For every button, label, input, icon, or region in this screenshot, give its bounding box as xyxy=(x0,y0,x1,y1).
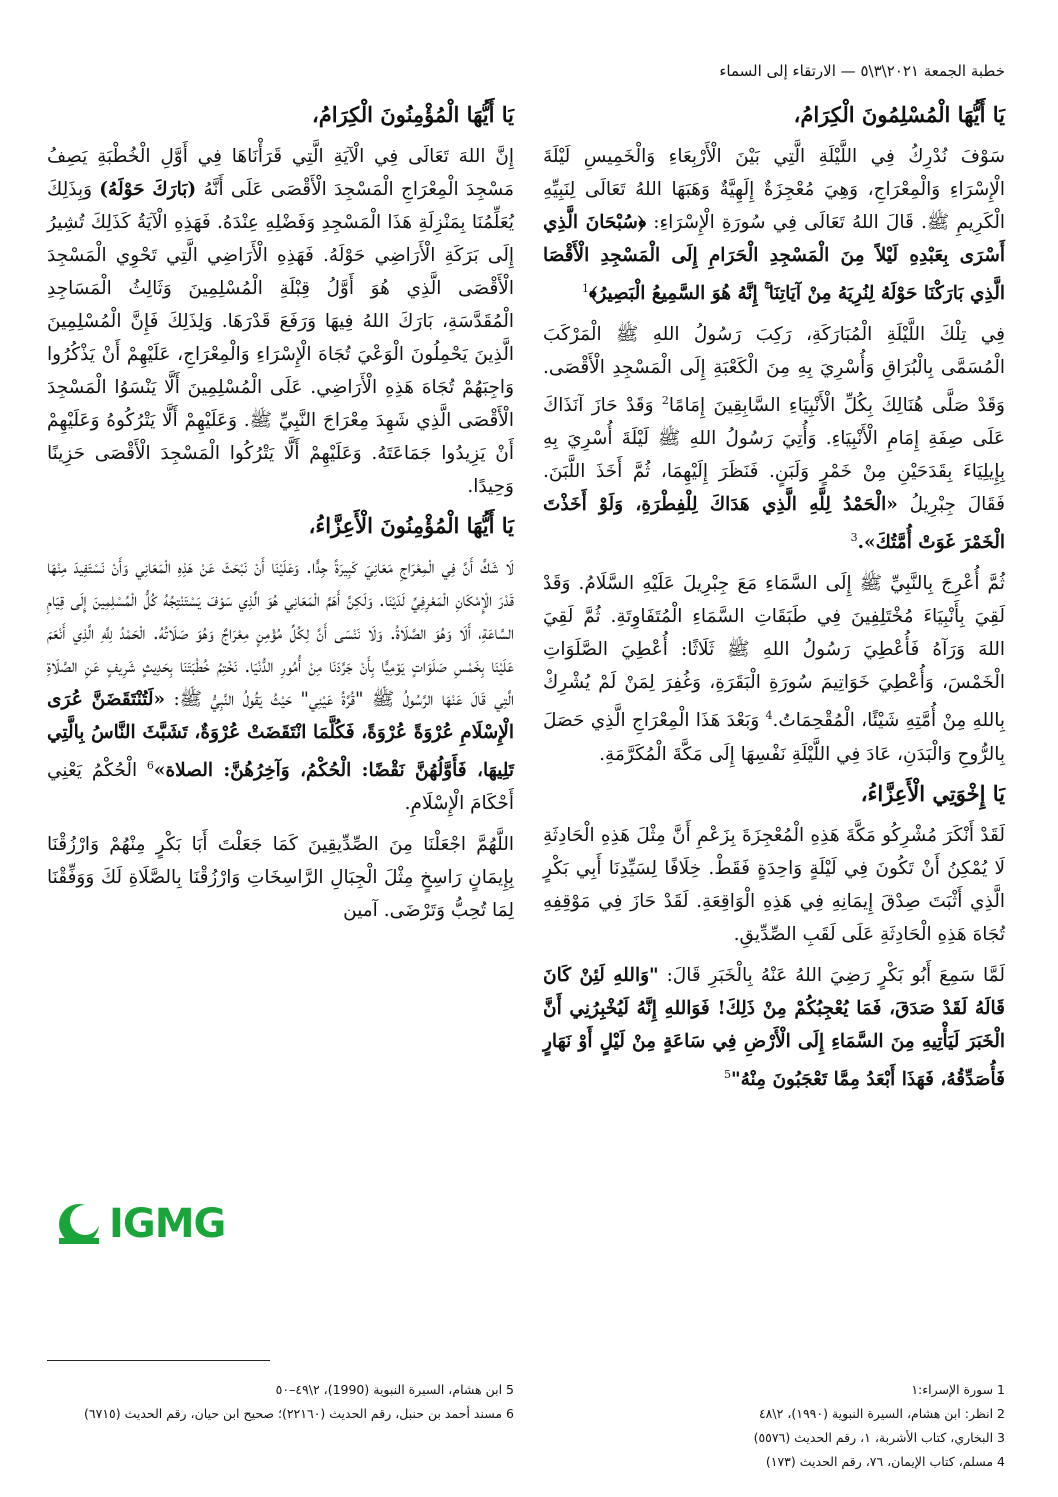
hadith-quote: «لَتُنْتَقَضَنَّ عُرَى الْإِسْلَامِ عُرْوَةً عُرْوَةً، فَكُلَّمَا انْتَقَضَتْ عُرْوَةٌ، تَشَبَّثَ النَّاسُ بِالَّتِي تَلِيهَا، فَأَوَّلُهُنَّ نَقْضًا: الْحُكْمُ، وَآخِرُهُنَّ: الصلاة» xyxy=(47,689,514,782)
footnotes-right xyxy=(543,1378,1005,1474)
hadith-quote: «الْحَمْدُ لِلَّهِ الَّذِي هَدَاكَ لِلْفِطْرَةِ، وَلَوْ أَخَذْتَ الْخَمْرَ غَوَتْ أُمَّتُكَ». xyxy=(543,494,1005,554)
footnotes-left xyxy=(47,1378,514,1426)
footnote-ref: 3 xyxy=(850,531,858,545)
footnote: 4 مسلم، كتاب الإيمان، ٧٦، رقم الحديث (١٧٣) xyxy=(765,1454,1005,1469)
footnote-ref: 5 xyxy=(723,1067,731,1081)
quote: "وَاللهِ لَئِنْ كَانَ قَالَهُ لَقَدْ صَدَقَ، فَمَا يُعْجِبُكُمْ مِنْ ذَلِكَ! فَوَاللهِ إِنَّهُ لَيُخْبِرُنِي أَنَّ الْخَبَرَ لَيَأْتِيهِ مِنَ السَّمَاءِ إِلَى الْأَرْضِ فِي سَاعَةٍ مِنْ لَيْلٍ أَوْ نَهَارٍ فَأُصَدِّقُهُ، فَهَذَا أَبْعَدُ مِمَّا تَعْجَبُونَ مِنْهُ" xyxy=(543,964,1005,1090)
footnote: 3 البخاري، كتاب الأشربة، ١، رقم الحديث (٥٥٧٦) xyxy=(753,1430,1005,1445)
paragraph: لَقَدْ أَنْكَرَ مُشْرِكُو مَكَّةَ هَذِهِ الْمُعْجِزَةَ بِزَعْمِ أَنَّ مِثْلَ هَذِهِ الْحَادِثَةِ لَا يُمْكِنُ أَنْ تَكُونَ فِي لَيْلَةٍ وَاحِدَةٍ فَقَطْ. خِلَافًا لِسَيِّدِنَا أَبِي بَكْرٍ الَّذِي أَثْبَتَ صِدْقَ إِيمَانِهِ فِي هَذِهِ الْوَاقِعَةِ. لَقَدْ حَازَ فِي مَوْقِفِهِ تُجَاهَ هَذِهِ الْحَادِثَةِ عَلَى لَقَبِ الصِّدِّيقِ. xyxy=(543,824,1005,945)
footnote: 2 انظر: ابن هشام، السيرة النبوية (١٩٩٠)، ٢\٤٨ xyxy=(758,1406,1005,1421)
page-header: خطبة الجمعة ٢٠٢١\٣\٥ — الارتقاء إلى السماء xyxy=(719,62,1005,80)
paragraph: فِي تِلْكَ اللَّيْلَةِ الْمُبَارَكَةِ، رَكِبَ رَسُولُ اللهِ ﷺ الْمَرْكَبَ الْمُسَمَّى بِالْبُرَاقِ وَأُسْرِيَ بِهِ مِنَ الْكَعْبَةِ إِلَى الْمَسْجِدِ الْأَقْصَى. وَقَدْ صَلَّى هُنَالِكَ بِكُلِّ الْأَنْبِيَاءِ السَّابِقِينَ إِمَامًا$^2$ وَقَدْ حَازَ آنَذَاكَ عَلَى صِفَةِ إِمَامِ الْأَنْبِيَاءِ. وَأُتِيَ رَسُولُ اللهِ ﷺ لَيْلَةَ أُسْرِيَ بِهِ بِإِيلِيَاءَ بِقَدَحَيْنِ مِنْ خَمْرٍ وَلَبَنٍ. فَنَظَرَ إِلَيْهِمَا، ثُمَّ أَخَذَ اللَّبَنَ. فَقَالَ جِبْرِيلُ «الْحَمْدُ لِلَّهِ الَّذِي هَدَاكَ لِلْفِطْرَةِ، وَلَوْ أَخَذْتَ الْخَمْرَ غَوَتْ أُمَّتُكَ».$^3$ xyxy=(543,324,1005,554)
crescent-icon xyxy=(57,1202,101,1246)
quran-phrase: (بَارَكَ حَوْلَهُ) xyxy=(99,179,197,200)
paragraph: اللَّهُمَّ اجْعَلْنَا مِنَ الصِّدِّيقِينَ كَمَا جَعَلْتَ أَبَا بَكْرٍ مِنْهُمْ وَارْزُقْنَا بِإِيمَانٍ رَاسِخٍ مِثْلَ الْجِبَالِ الرَّاسِخَاتِ وَارْزُقْنَا بِالصَّلَاةِ لَكَ وَوَفِّقْنَا لِمَا تُحِبُّ وَتَرْضَى. آمين xyxy=(47,834,514,922)
igmg-logo xyxy=(57,1200,239,1248)
section-heading: يَا أَيُّهَا الْمُسْلِمُونَ الْكِرَامُ، xyxy=(793,102,1005,127)
footnote: 5 ابن هشام، السيرة النبوية (1990)، ٢\٤٩–٥٠ xyxy=(275,1382,514,1397)
footnote-divider xyxy=(47,1360,270,1361)
footnote-ref: 4 xyxy=(765,709,773,723)
logo-text: IGMG xyxy=(109,1201,226,1247)
paragraph: لَا شَكَّ أَنَّ فِي الْمِعْرَاجِ مَعَانِيَ كَبِيرَةً جِدًّا. وَعَلَيْنَا أَنْ نَبْحَثَ عَنْ هَذِهِ الْمَعَانِي وَأَنْ نَسْتَفِيدَ مِنْهَا قَدْرَ الْإِمْكَانِ الْمَعْرِفِيِّ لَدَيْنَا. وَلَكِنَّ أَهَمَّ الْمَعَانِي هُوَ الَّذِي سَوْفَ يَسْتَنْتِجُهُ كُلُّ الْمُسْلِمِينَ إِلَى قِيَامِ السَّاعَةِ، أَلَا وَهُوَ الصَّلَاةُ. وَلَا نَنْسَى أَنَّ لِكُلِّ مُؤْمِنٍ مِعْرَاجٌ وَهُوَ صَلَاتُهُ. الْحَمْدُ لِلَّهِ الَّذِي أَنْعَمَ عَلَيْنَا بِخَمْسِ صَلَوَاتٍ يَوْمِيًّا بِأَنْ جَرَّدَنَا مِنْ أُمُورِ الدُّنْيَا. نَخْتِمُ خُطْبَتَنَا بِحَدِيثٍ شَرِيفٍ عَنِ الصَّلَاةِ الَّتِي قَالَ عَنْهَا الرَّسُولُ ﷺ "قُرَّةُ عَيْنِي" حَيْثُ يَقُولُ النَّبِيُّ ﷺ: «لَتُنْتَقَضَنَّ عُرَى الْإِسْلَامِ عُرْوَةً عُرْوَةً، فَكُلَّمَا انْتَقَضَتْ عُرْوَةٌ، تَشَبَّثَ النَّاسُ بِالَّتِي تَلِيهَا، فَأَوَّلُهُنَّ نَقْضًا: الْحُكْمُ، وَآخِرُهُنَّ: الصلاة»$^6$ الْحُكْمُ يَعْنِي أَحْكَامَ الْإِسْلَامِ. xyxy=(47,557,514,815)
right-column xyxy=(543,100,1005,1104)
paragraph: سَوْفَ نُدْرِكُ فِي اللَّيْلَةِ الَّتِي بَيْنَ الْأَرْبِعَاءِ وَالْخَمِيسِ لَيْلَةَ الْإِسْرَاءِ وَالْمِعْرَاجِ، وَهِيَ مُعْجِزَةٌ إِلَهِيَّةٌ وَهَبَهَا اللهُ تَعَالَى لِنَبِيِّهِ الْكَرِيمِ ﷺ. قَالَ اللهُ تَعَالَى فِي سُورَةِ الْإِسْرَاءِ: ﴿سُبْحَانَ الَّذِي أَسْرَى بِعَبْدِهِ لَيْلاً مِنَ الْمَسْجِدِ الْحَرَامِ إِلَى الْمَسْجِدِ الْأَقْصَا الَّذِي بَارَكْنَا حَوْلَهُ لِنُرِيَهُ مِنْ آيَاتِنَا ۚ إِنَّهُ هُوَ السَّمِيعُ الْبَصِيرُ﴾$^1$ xyxy=(543,146,1005,305)
section-heading: يَا أَيُّهَا الْمُؤْمِنُونَ الْأَعِزَّاءُ، xyxy=(308,513,514,538)
left-column xyxy=(47,100,514,935)
paragraph: ثُمَّ أُعْرِجَ بِالنَّبِيِّ ﷺ إِلَى السَّمَاءِ مَعَ جِبْرِيلَ عَلَيْهِ السَّلَامُ. وَقَدْ لَقِيَ بِأَنْبِيَاءَ مُخْتَلِفِينَ فِي طَبَقَاتِ السَّمَاءِ الْمُتَفَاوِتَةِ. ثُمَّ لَقِيَ اللهَ وَرَآهُ فَأُعْطِيَ رَسُولُ اللهِ ﷺ ثَلَاثًا: أُعْطِيَ الصَّلَوَاتِ الْخَمْسَ، وَأُعْطِيَ خَوَاتِيمَ سُورَةِ الْبَقَرَةِ، وَغُفِرَ لِمَنْ لَمْ يُشْرِكْ بِاللهِ مِنْ أُمَّتِهِ شَيْئًا، الْمُقْحِمَاتُ.$^4$ وَبَعْدَ هَذَا الْمِعْرَاجِ الَّذِي حَصَلَ بِالرُّوحِ وَالْبَدَنِ، عَادَ فِي اللَّيْلَةِ نَفْسِهَا إِلَى مَكَّةَ الْمُكَرَّمَةِ. xyxy=(543,573,1005,765)
paragraph: إِنَّ اللهَ تَعَالَى فِي الْآيَةِ الَّتِي قَرَأْنَاهَا فِي أَوَّلِ الْخُطْبَةِ يَصِفُ مَسْجِدَ الْمِعْرَاجِ الْمَسْجِدَ الْأَقْصَى عَلَى أَنَّهُ (بَارَكَ حَوْلَهُ) وَبِذَلِكَ يُعَلِّمُنَا بِمَنْزِلَةِ هَذَا الْمَسْجِدِ وَفَضْلِهِ عِنْدَهُ. فَهَذِهِ الْآيَةُ كَذَلِكَ تُشِيرُ إِلَى بَرَكَةِ الْأَرَاضِي حَوْلَهُ. فَهَذِهِ الْأَرَاضِي الَّتِي تَحْوِي الْمَسْجِدَ الْأَقْصَى الَّذِي هُوَ أَوَّلُ قِبْلَةِ الْمُسْلِمِينَ وَثَالِثُ الْمَسَاجِدِ الْمُقَدَّسَةِ، بَارَكَ اللهُ فِيهَا وَرَفَعَ قَدْرَهَا. وَلِذَلِكَ فَإِنَّ الْمُسْلِمِينَ الَّذِينَ يَحْمِلُونَ الْوَعْيَ تُجَاهَ الْإِسْرَاءِ وَالْمِعْرَاجِ، عَلَيْهِمْ أَنْ يَذْكُرُوا وَاجِبَهُمْ تُجَاهَ هَذِهِ الْأَرَاضِي. عَلَى الْمُسْلِمِينَ أَلَّا يَنْسَوُا الْمَسْجِدَ الْأَقْصَى الَّذِي شَهِدَ مِعْرَاجَ النَّبِيِّ ﷺ. وَعَلَيْهِمْ أَلَّا يَتْرُكُوهُ وَعَلَيْهِمْ أَنْ يَزِيدُوا جَمَاعَتَهُ. وَعَلَيْهِمْ أَلَّا يَتْرُكُوا الْمَسْجِدَ الْأَقْصَى حَزِينًا وَحِيدًا. xyxy=(47,146,514,497)
footnote: 6 مسند أحمد بن حنبل، رقم الحديث (٢٢١٦٠)؛ صحيح ابن حيان، رقم الحديث (٦٧١٥) xyxy=(84,1406,514,1421)
footnote-ref: 1 xyxy=(582,282,590,295)
quran-quote: ﴿سُبْحَانَ الَّذِي أَسْرَى بِعَبْدِهِ لَيْلاً مِنَ الْمَسْجِدِ الْحَرَامِ إِلَى الْمَسْجِدِ الْأَقْصَا الَّذِي بَارَكْنَا حَوْلَهُ لِنُرِيَهُ مِنْ آيَاتِنَا ۚ إِنَّهُ هُوَ السَّمِيعُ الْبَصِيرُ﴾ xyxy=(543,212,1005,305)
footnote-ref: 2 xyxy=(661,394,669,408)
section-heading: يَا إِخْوَتِي الْأَعِزَّاءُ، xyxy=(860,780,1005,806)
footnote: 1 سورة الإسراء:١ xyxy=(911,1382,1005,1397)
paragraph: لَمَّا سَمِعَ أَبُو بَكْرٍ رَضِيَ اللهُ عَنْهُ بِالْخَبَرِ قَالَ: "وَاللهِ لَئِنْ كَانَ قَالَهُ لَقَدْ صَدَقَ، فَمَا يُعْجِبُكُمْ مِنْ ذَلِكَ! فَوَاللهِ إِنَّهُ لَيُخْبِرُنِي أَنَّ الْخَبَرَ لَيَأْتِيهِ مِنَ السَّمَاءِ إِلَى الْأَرْضِ فِي سَاعَةٍ مِنْ لَيْلٍ أَوْ نَهَارٍ فَأُصَدِّقُهُ، فَهَذَا أَبْعَدُ مِمَّا تَعْجَبُونَ مِنْهُ"$^5$ xyxy=(543,964,1005,1090)
footnote-ref: 6 xyxy=(146,759,154,772)
section-heading: يَا أَيُّهَا الْمُؤْمِنُونَ الْكِرَامُ، xyxy=(311,102,514,127)
